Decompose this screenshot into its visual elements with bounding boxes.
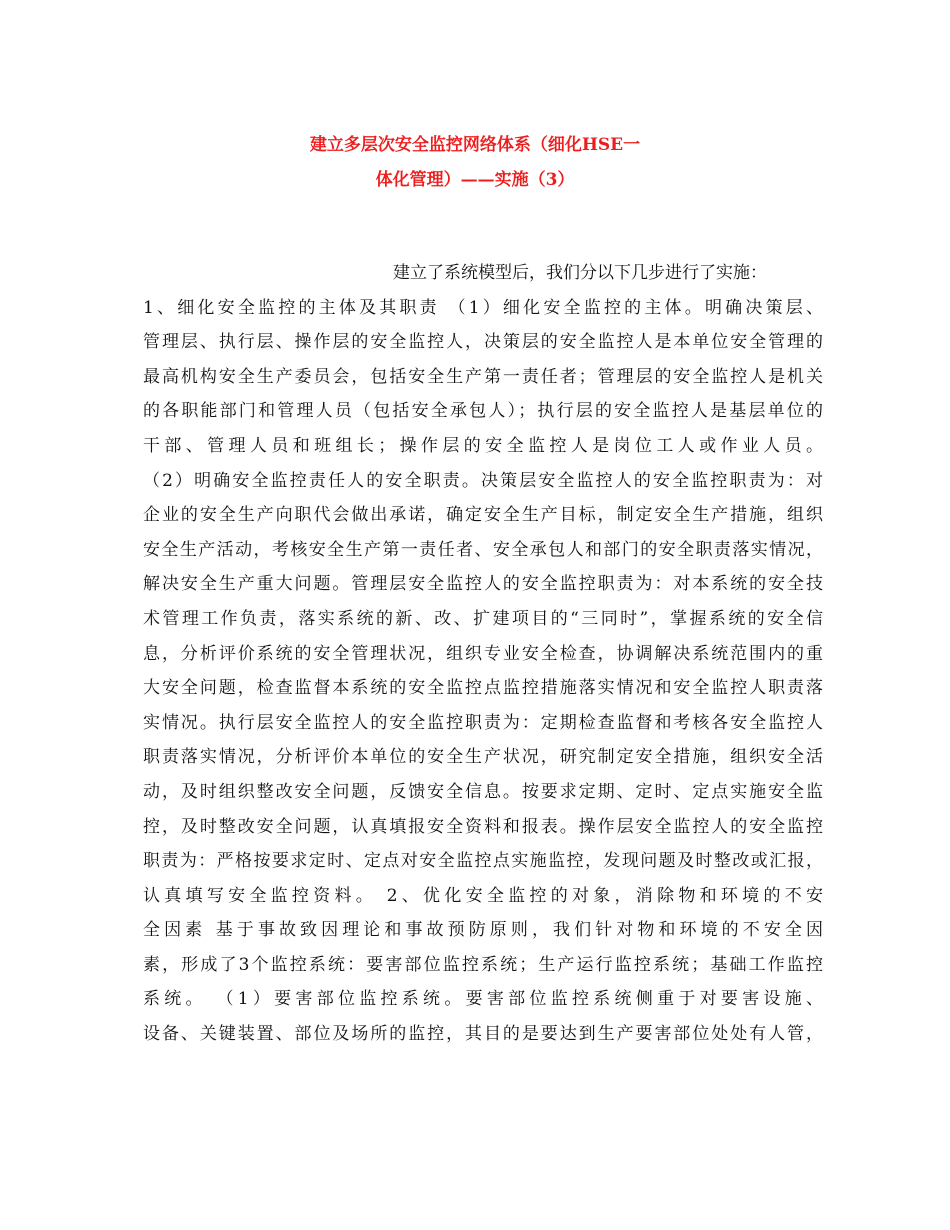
body-line: 控，及时整改安全问题，认真填报安全资料和报表。操作层安全监控人的安全监控 [143,816,823,837]
body-line: 息，分析评价系统的安全管理状况，组织专业安全检查，协调解决系统范围内的重 [143,643,823,664]
body-line: 全因素 基于事故致因理论和事故预防原则，我们针对物和环境的不安全因 [143,920,823,941]
body-line: 管理层、执行层、操作层的安全监控人，决策层的安全监控人是本单位安全管理的 [143,332,823,353]
body-line: 干部、管理人员和班组长；操作层的安全监控人是岗位工人或作业人员。 [143,435,823,456]
title-line-1: 建立多层次安全监控网络体系（细化HSE一 [309,135,641,155]
body-line: 职责为：严格按要求定时、定点对安全监控点实施监控，发现问题及时整改或汇报， [143,851,823,872]
body-line: 实情况。执行层安全监控人的安全监控职责为：定期检查监督和考核各安全监控人 [143,712,823,733]
document-title [120,128,830,197]
body-line: 企业的安全生产向职代会做出承诺，确定安全生产目标，制定安全生产措施，组织 [143,505,823,526]
body-line: 解决安全生产重大问题。管理层安全监控人的安全监控职责为：对本系统的安全技 [143,574,823,595]
body-line: 素，形成了3个监控系统：要害部位监控系统；生产运行监控系统；基础工作监控 [143,954,823,975]
body-line: 认真填写安全监控资料。 2、优化安全监控的对象，消除物和环境的不安 [143,885,823,906]
body-line: 设备、关键装置、部位及场所的监控，其目的是要达到生产要害部位处处有人管， [143,1024,823,1045]
document-body [143,256,823,1052]
body-line: 大安全问题，检查监督本系统的安全监控点监控措施落实情况和安全监控人职责落 [143,678,823,699]
body-line: 职责落实情况，分析评价本单位的安全生产状况，研究制定安全措施，组织安全活 [143,747,823,768]
title-line-2: 体化管理）——实施（3） [375,169,575,190]
body-line: 1、细化安全监控的主体及其职责 （1）细化安全监控的主体。明确决策层、 [143,297,823,318]
body-line: 术管理工作负责，落实系统的新、改、扩建项目的“三同时”，掌握系统的安全信 [143,608,823,629]
body-line: 系统。 （1）要害部位监控系统。要害部位监控系统侧重于对要害设施、 [143,989,823,1010]
body-line: （2）明确安全监控责任人的安全职责。决策层安全监控人的安全监控职责为：对 [143,470,823,491]
body-line: 建立了系统模型后，我们分以下几步进行了实施： [393,263,767,283]
body-line: 动，及时组织整改安全问题，反馈安全信息。按要求定期、定时、定点实施安全监 [143,781,823,802]
body-line: 安全生产活动，考核安全生产第一责任者、安全承包人和部门的安全职责落实情况， [143,539,823,560]
body-line: 的各职能部门和管理人员（包括安全承包人）；执行层的安全监控人是基层单位的 [143,401,823,422]
body-line: 最高机构安全生产委员会，包括安全生产第一责任者；管理层的安全监控人是机关 [143,366,823,387]
